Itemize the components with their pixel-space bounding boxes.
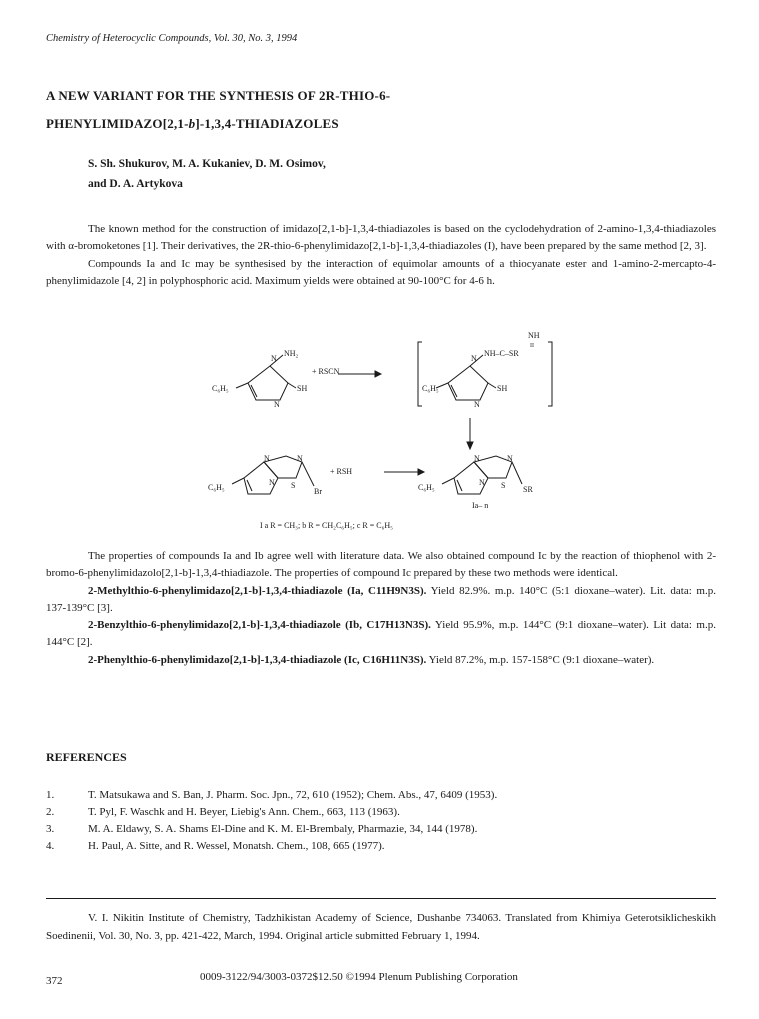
ring-s-label: S bbox=[501, 481, 506, 490]
imidazole-ring-2 bbox=[448, 366, 488, 400]
aminomercaptoimidazole-structure bbox=[236, 355, 296, 400]
authors-line-1: S. Sh. Shukurov, M. A. Kukaniev, D. M. Osimov, bbox=[88, 158, 326, 170]
sh-label: SH bbox=[497, 384, 508, 393]
phenyl-label: C₆H₅ bbox=[418, 483, 435, 492]
compound-ic bbox=[46, 652, 716, 669]
reference-number: 4. bbox=[46, 840, 55, 852]
reference-number: 3. bbox=[46, 823, 55, 835]
ring-n-label: N bbox=[297, 454, 303, 463]
author-list bbox=[88, 154, 326, 194]
results-section bbox=[46, 548, 716, 669]
intro-paragraph-1: The known method for the construction of imidazo[2,1-b]-1,3,4-thiadiazoles is based on the cyclodehydration of 2-amino-1,3,4-thiadiazoles with α-bromoketones [1]. Their derivatives, the 2R-thio-6-phenylimidazo[2,1-b]-1,3,4-thiadiazoles (I), have been prepared by the same method [2, 3]. bbox=[46, 223, 716, 253]
thiourea-label: NH–C–SR bbox=[484, 349, 519, 358]
ring-n-label: N bbox=[474, 454, 480, 463]
introduction bbox=[46, 221, 716, 290]
compound-ic-name: 2-Phenylthio-6-phenylimidazo[2,1-b]-1,3,4-thiadiazole (Ic, C16H11N3S). bbox=[88, 653, 427, 666]
ring-n-label: N bbox=[269, 478, 275, 487]
footnote-divider bbox=[46, 898, 716, 899]
footnote-text: V. I. Nikitin Institute of Chemistry, Tadzhikistan Academy of Science, Dushanbe 734063. Translated from Khimiya Geterotsiklicheskikh Soedinenii, Vol. 30, No. 3, pp. 421-422, March, 1994. Original article submitted February 1, 1994. bbox=[46, 912, 716, 942]
reference-item bbox=[46, 787, 497, 804]
reference-text: T. Pyl, F. Waschk and H. Beyer, Liebig's Ann. Chem., 663, 113 (1963). bbox=[88, 806, 400, 818]
reaction-arrow bbox=[384, 469, 424, 475]
title-line-2-end: ]-1,3,4-THIADIAZOLES bbox=[195, 116, 339, 131]
phenyl-label: C₆H₅ bbox=[212, 384, 229, 393]
sh-label: SH bbox=[297, 384, 308, 393]
reagent-rscn: + RSCN bbox=[312, 367, 340, 376]
references-list bbox=[46, 787, 497, 855]
ring-n-label: N bbox=[474, 400, 480, 409]
ring-n-label: N bbox=[507, 454, 513, 463]
reference-item bbox=[46, 838, 497, 855]
page-number: 372 bbox=[46, 975, 63, 987]
compound-ib-data: Yield 95.9%, m.p. 144°C (9:1 dioxane–water). Lit data: m.p. 144°C [2]. bbox=[46, 619, 716, 649]
double-bond-mark: II bbox=[530, 343, 534, 349]
title-line-2 bbox=[46, 110, 390, 138]
down-arrow bbox=[467, 418, 473, 449]
ring-n-label: N bbox=[264, 454, 270, 463]
reference-number: 2. bbox=[46, 806, 55, 818]
reference-item bbox=[46, 804, 497, 821]
reference-number: 1. bbox=[46, 789, 55, 801]
compound-ia-data: Yield 82.9%. m.p. 140°C (5:1 dioxane–water). Lit. data: m.p. 137-139°C [3]. bbox=[46, 584, 716, 614]
scheme-caption: I a R = CH₃; b R = CH₂C₆H₅; c R = C₆H₅ bbox=[260, 521, 393, 530]
br-label: Br bbox=[314, 487, 322, 496]
results-paragraph: The properties of compounds Ia and Ib agree well with literature data. We also obtained compound Ic by the reaction of thiophenol with 2-bromo-6-phenylimidazolo[2,1-b]-1,3,4-thiadiazole. The properties of compound Ic prepared by these two methods were identical. bbox=[46, 550, 716, 580]
imidazole-ring-1 bbox=[248, 366, 288, 400]
reaction-arrow bbox=[338, 371, 381, 377]
authors-line-2: and D. A. Artykova bbox=[88, 178, 183, 190]
compound-ib bbox=[46, 617, 716, 652]
reference-text: H. Paul, A. Sitte, and R. Wessel, Monatsh. Chem., 108, 665 (1977). bbox=[88, 840, 385, 852]
thiourea-intermediate-structure bbox=[436, 355, 496, 400]
ring-n-label: N bbox=[271, 354, 277, 363]
sr-label: SR bbox=[523, 485, 533, 494]
affiliation-footnote bbox=[46, 910, 716, 945]
title-italic: b bbox=[188, 116, 196, 131]
compound-ib-name: 2-Benzylthio-6-phenylimidazo[2,1-b]-1,3,4-thiadiazole (Ib, C17H13N3S). bbox=[88, 619, 431, 632]
compound-ia bbox=[46, 583, 716, 618]
nh2-label: NH₂ bbox=[284, 349, 299, 358]
reference-item bbox=[46, 821, 497, 838]
copyright-line: 0009-3122/94/3003-0372$12.50 ©1994 Plenum Publishing Corporation bbox=[200, 971, 518, 983]
title-line-1: A NEW VARIANT FOR THE SYNTHESIS OF 2R-THIO-6- bbox=[46, 88, 391, 103]
reference-text: T. Matsukawa and S. Ban, J. Pharm. Soc. Jpn., 72, 610 (1952); Chem. Abs., 47, 6409 (1953). bbox=[88, 789, 498, 801]
reaction-scheme bbox=[190, 328, 570, 538]
compound-ia-name: 2-Methylthio-6-phenylimidazo[2,1-b]-1,3,4-thiadiazole (Ia, C11H9N3S). bbox=[88, 584, 427, 597]
intro-paragraph-2: Compounds Ia and Ic may be synthesised by the interaction of equimolar amounts of a thiocyanate ester and 1-amino-2-mercapto-4-phenylimidazole [4, 2] in polyphosphoric acid. Maximum yields were obtained at 90-100°C for 4-6 h. bbox=[46, 257, 716, 287]
ring-n-label: N bbox=[274, 400, 280, 409]
article-title bbox=[46, 82, 390, 138]
phenyl-label: C₆H₅ bbox=[422, 384, 439, 393]
ring-s-label: S bbox=[291, 481, 296, 490]
reference-text: M. A. Eldawy, S. A. Shams El-Dine and K. M. El-Brembaly, Pharmazie, 34, 144 (1978). bbox=[88, 823, 478, 835]
title-line-2-start: PHENYLIMIDAZO[2,1- bbox=[46, 116, 189, 131]
nh-label: NH bbox=[528, 331, 540, 340]
reagent-rsh: + RSH bbox=[330, 467, 353, 476]
compound-ic-data: Yield 87.2%, m.p. 157-158°C (9:1 dioxane–water). bbox=[426, 653, 655, 666]
ring-n-label: N bbox=[479, 478, 485, 487]
phenyl-label: C₆H₅ bbox=[208, 483, 225, 492]
ring-n-label: N bbox=[471, 354, 477, 363]
references-heading: REFERENCES bbox=[46, 750, 127, 764]
product-label: Ia– n bbox=[472, 501, 489, 510]
journal-header: Chemistry of Heterocyclic Compounds, Vol. 30, No. 3, 1994 bbox=[46, 33, 298, 44]
